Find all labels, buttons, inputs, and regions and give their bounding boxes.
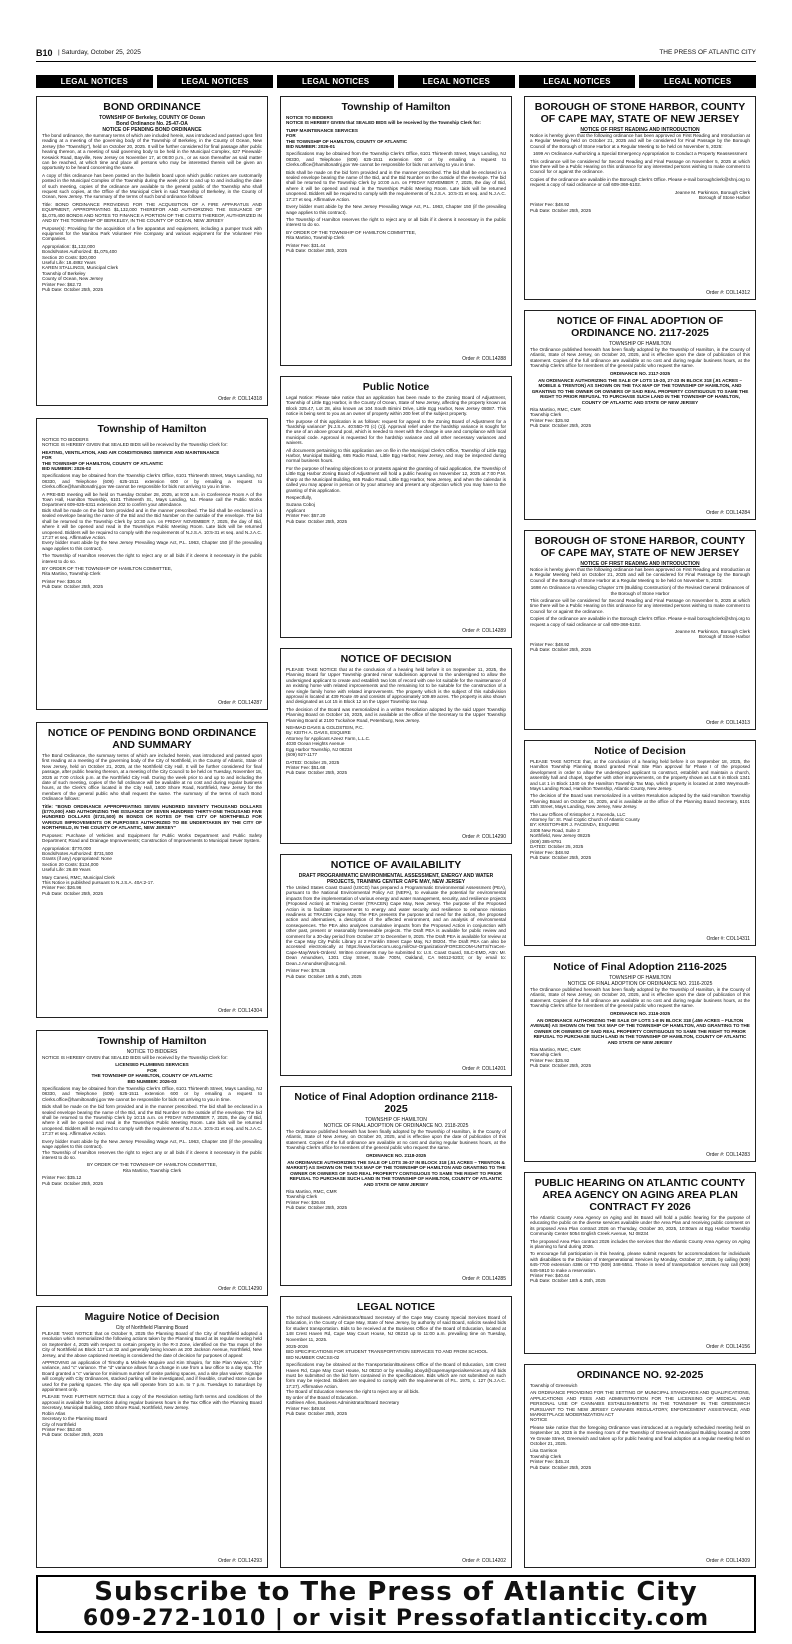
- notice-body: Every bidder must abide by the New Jersey Prevailing Wage Act, P.L. 1963, Chapter 150 (if the prevailing wage applies to this contract). The Township of Hamilton reserves the right to reject any or all bids if it deems it necessary in the public interest to do so.: [42, 1138, 262, 1160]
- order-number: Order #: COL14201: [462, 1066, 506, 1072]
- notice-body: AN ORDINANCE AUTHORIZING THE SALE OF LOTS 36-37 IN BLOCK 318 (.51 ACRES – TRENTON & MARKET) AS SHOWN ON THE TAX MAP OF THE TOWNSHIP OF HAMILTON AND GRANTING TO THE OWNER OR OWNERS OF SAID REAL PROPERTY CONTIGUOUS TO SAME THE RIGHT TO PRIOR REFUSAL TO PURCHASE SUCH LAND IN THE TOWNSHIP OF HAMILTON, COUNTY OF ATLANTIC AND STATE OF NEW JERSEY: [286, 1160, 506, 1187]
- publication-name: THE PRESS OF ATLANTIC CITY: [659, 49, 756, 56]
- notice-body: Printer Fee: $48.92 Pub Date: October 25th, 2025: [530, 641, 592, 653]
- notice-title: Maguire Notice of Decision: [84, 1311, 220, 1323]
- notice-body: Specifications may be obtained from the Township Clerk's Office, 6101 Thirteenth Street, Mays Landing, NJ 08330, and Telephone (609) 625-1511 extension 600 or by emailing a request to Clerks.office@hamiltonatlnj.gov We cannot be responsible for bids not arriving to you in time.: [42, 473, 262, 490]
- notice-body: Printer Fee: $48.92 Pub Date: October 25th, 2025: [530, 202, 592, 213]
- notice-body: Jeanne M. Parkinson, Borough Clerk Borough of Stone Harbor: [674, 189, 750, 201]
- notice-uscg-availability: [280, 854, 512, 1076]
- notice-final-adoption-2118: [280, 1086, 512, 1286]
- notice-body: Every bidder must abide by the New Jersey Prevailing Wage Act, P.L. 1963, Chapter 150 (if the prevailing wage applies to this contract).: [286, 204, 506, 215]
- order-number: Order #: COL14318: [218, 396, 262, 402]
- section-label: LEGAL NOTICES: [639, 75, 756, 88]
- notice-body: Legal Notice: Please take notice that an application has been made to the Zoning Board of Adjustment, Township of Little Egg Harbor, in the County of Ocean, State of New Jersey, affecting the property known as Block 325.47, Lot 28, also known as 104 South Bimini Drive, Little Egg Harbor, New Jersey 08087. This notice is being sent to you as an owner of property within 200 feet of the subject property.: [286, 395, 506, 417]
- notice-title: Township of Hamilton: [97, 423, 207, 435]
- notice-body: The Law Offices of Kristopher J. Facenda, LLC Attorney for: St. Paul Coptic Church of Atlantic County BY: KRISTOPHER J. FACENDA, ESQUIRE 2408 New Road, Suite 2 Northfield, New Jersey 08225 (609) 385-8791 DATED: October 25, 2025 Printer Fee: $48.92 Pub Date: October 25th, 2025: [530, 811, 640, 860]
- masthead: [36, 44, 756, 62]
- notice-subtitle: NOTICE OF PENDING BOND ORDINANCE: [102, 127, 202, 133]
- notice-stone-harbor-1698: [524, 530, 756, 730]
- notice-subtitle: NOTICE OF FINAL ADOPTION OF ORDINANCE NO. 2118-2025: [323, 1123, 469, 1129]
- notice-maguire-decision: [36, 1306, 268, 1568]
- notice-body: NOTICE TO BIDDERS NOTICE IS HEREBY GIVEN that SEALED BIDS will be received by the Township Clerk for:: [286, 115, 481, 126]
- notice-body: Copies of the ordinance are available in the Borough Clerk's Office. Please e-mail boroughclerk@shnj.org to request a copy of said ordinance or call 609-368-5102.: [530, 616, 750, 627]
- order-number: Order #: COL14289: [462, 628, 506, 634]
- notice-subtitle: TOWNSHIP OF HAMILTON: [609, 341, 671, 347]
- order-number: Order #: COL14309: [706, 1558, 750, 1564]
- order-number: Order #: COL14304: [218, 1008, 262, 1014]
- notice-body: Bids shall be made on the bid form provided and in the manner prescribed. The bid shall be enclosed in a sealed envelope bearing the name of the Bid, and the Bid Number on the outside of the envelope. The bid shall be returned to the Township Clerk by 10:00 a.m. on FRIDAY NOVEMBER 7, 2025, the day of Bid, where it will be opened and read in the Townships Public Meeting Room. Late bids will be returned unopened. Bidders will be required to comply with the requirements of N.J.S.A. 10:5-31 et seq. and N.J.A.C. 17:27 et seq. Affirmative Action.: [286, 169, 506, 202]
- notice-body: PLEASE TAKE FURTHER NOTICE that a copy of the Resolution setting forth terms and conditions of the approval is available for inspection during regular business hours in the Tax Office with the Planning Board Secretary, Municipal Building, 1600 Shore Road, Northfield, New Jersey. Robin Atlas Secretary to the Planning Board City of Northfield Printer Fee: $52.60 Pub Date: October 25th, 2025: [42, 1394, 262, 1438]
- order-number: Order #: COL14287: [218, 700, 262, 706]
- notice-body: Please take notice that the foregoing Ordinance was introduced at a regularly scheduled meeting held on September 16, 2025 in the meeting room of the Township of Greenwich Municipal Building located at 1000 Ye Greate Street, Greenwich and taken up for public hearing and final adoption at a regular meeting held on October 21, 2025.: [530, 1424, 750, 1447]
- notice-body: NOTICE IS HEREBY GIVEN that SEALED BIDS will be received by the Township Clerk for:: [42, 1055, 228, 1060]
- notice-body: Specifications may be obtained from the Township Clerk's Office, 6101 Thirteenth Street, Mays Landing, NJ 08330, and Telephone (609) 625-1511 extension 600 or by emailing a request to Clerks.office@hamiltonatlnj.gov We cannot be responsible for bids not arriving to you in time.: [42, 1086, 262, 1102]
- notice-upper-township-decision: [280, 648, 512, 844]
- notice-body: PLEASE TAKE NOTICE that, at the conclusion of a hearing held before it on September 18, 2025, the Hamilton Township Planning Board granted Final Site Plan approval for Phase I of the proposed development in order to allow the undersigned applicant to construct, establish and maintain a church, assembly hall and chapel, together with other improvements, on the property shown as Lot 6 in Block 1341 and Lot 1 in Block 1340 on the Hamilton Township Tax Map, which property is located at 2460 Weymouth-Mays Landing Road, Hamilton Township, Atlantic County, New Jersey.: [530, 759, 750, 792]
- notice-title: BOROUGH OF STONE HARBOR, COUNTY OF CAPE MAY, STATE OF NEW JERSEY: [534, 535, 746, 559]
- notice-body: Appropriation: $1,132,000 Bonds/Notes Authorized: $1,075,400 Section 20 Costs: $20,000 Useful Life: 18.4892 Years KAREN STALLINGS, Municipal Clerk Township of Berkeley County of Ocean, New Jersey Printer Fee: $62.72 Pub Date: October 25th, 2025: [42, 243, 118, 292]
- order-number: Order #: COL14312: [706, 290, 750, 296]
- notice-body: Printer Fee: $35.12 Pub Date: October 25th, 2025: [42, 1175, 104, 1186]
- notice-body: Printer Fee: $78.36 Pub Date: October 18th & 25th, 2025: [286, 968, 362, 979]
- notice-aging-public-hearing: [524, 1172, 756, 1354]
- notice-subtitle: DRAFT PROGRAMMATIC ENVIRONMENTAL ASSESSMENT, ENERGY AND WATER PROJECTS, TRAINING CENTER CAPE MAY, NEW JERSEY: [298, 873, 494, 885]
- subscribe-contact: 609-272-1010 | or visit Pressofatlanticcity.com: [82, 1606, 710, 1631]
- notice-body: ORDINANCE NO. 2117-2025: [609, 370, 671, 376]
- notice-subtitle: Bond Ordinance No. 25-47-OA: [116, 121, 188, 127]
- notice-subtitle: NOTICE OF FINAL ADOPTION OF ORDINANCE NO. 2116-2025: [567, 981, 713, 987]
- notice-title: NOTICE OF DECISION: [340, 653, 452, 665]
- notice-body: Jeanne M. Parkinson, Borough Clerk Borough of Stone Harbor: [674, 629, 750, 640]
- notice-body: The bond ordinance, the summary terms of which are included herein, was introduced and passed upon first reading at a meeting of the governing body of the Township of Berkeley, in the County of Ocean, New Jersey (the "Township"), held on October 20, 2025. It will be further considered for final passage after public hearing thereon, at a meeting of said governing body to be held in the Municipal Complex, 627 Pinewald-Keswick Road, Bayville, New Jersey on November 17, at 06:00 p.m., or as soon thereafter as said matter can be reached, at which time and place all persons who may be interested therein will be given an opportunity to be heard concerning the same.: [42, 133, 262, 171]
- issue-date: | Saturday, October 25, 2025: [58, 49, 141, 56]
- notice-body: The Ordinance published herewith has been finally adopted by the Township of Hamilton, in the County of Atlantic, State of New Jersey, on October 20, 2025, and is effective upon the date of publication of this statement. Copies of the full ordinance are available at no cost and during regular business hours, at the Township Clerk's office for members of the general public who request the same.: [286, 1129, 506, 1151]
- notice-subtitle: NOTICE OF FIRST READING AND INTRODUCTION: [580, 127, 700, 133]
- section-label: LEGAL NOTICES: [519, 75, 636, 88]
- notice-body: BY ORDER OF THE TOWNSHIP OF HAMILTON COMMITTEE, Rita Martino, Township Clerk: [86, 1162, 218, 1173]
- notice-title: PUBLIC HEARING ON ATLANTIC COUNTY AREA AGENCY ON AGING AREA PLAN CONTRACT FY 2026: [534, 1177, 746, 1213]
- notice-body: For the purpose of hearing objections to or protests against the granting of said application, the Township of Little Egg Harbor Zoning Board of Adjustment will hold a public hearing on November 12, 2025 at 7:00 P.M. sharp at the Municipal Building, 665 Radio Road, Little Egg Harbor, New Jersey, and when the calendar is called you may appear in person or by your attorney and present any objection which you may have to the granting of this application.: [286, 465, 506, 493]
- order-number: Order #: COL14311: [706, 936, 750, 942]
- notice-subtitle: NOTICE TO BIDDERS: [126, 1049, 178, 1055]
- notice-body: BY ORDER OF THE TOWNSHIP OF HAMILTON COMMITTEE, Rita Martino, Township Clerk: [286, 229, 417, 241]
- notice-body: HEATING, VENTILATION, AND AIR CONDITIONING SERVICE AND MAINTENANCE FOR THE TOWNSHIP OF HAMILTON, COUNTY OF ATLANTIC BID NUMBER: 2026-02: [42, 449, 220, 472]
- notice-body: Suzana Coboj Applicant Printer Fee: $57.20 Pub Date: October 25th, 2025: [286, 502, 348, 524]
- notice-body: A copy of this ordinance has been posted on the bulletin board upon which public notices are customarily posted in the Municipal Complex of the Township during the week prior to and up to and including the date of such meeting, copies of the ordinance are available to the general public of the Township who shall request such copies, at the Office of the Municipal Clerk in said Township of Berkeley, in the County of Ocean, New Jersey. The summary of the terms of such bond ordinance follows:: [42, 172, 262, 200]
- notice-body: The Ordinance published herewith has been finally adopted by the Township of Hamilton, in the County of Atlantic, State of New Jersey, on October 20, 2025, and is effective upon the date of publication of this statement. Copies of the full ordinance are available at no cost and during regular business hours, at the Township Clerk's office for members of the general public who request the same.: [530, 987, 750, 1009]
- masthead-rule: [36, 61, 756, 62]
- page-number: B10: [36, 48, 53, 58]
- notice-hamilton-hvac-bids: [36, 418, 268, 710]
- section-label: LEGAL NOTICES: [398, 75, 515, 88]
- notice-body: PLEASE TAKE NOTICE that at the conclusion of a hearing held before it on September 11, 2025, the Planning Board for Upper Township granted minor subdivision approval to the undersigned to allow the undersigned applicant to create and establish two lots of record with one lot suitable for the maintenance of an existing home with related improvements and the remaining lot to be suitable for the construction of a new single family home with related improvements. The property which is the subject of this subdivision approval is located at 439 Route 49 and consists of approximately 109.69 acres. The property is also shown and designated as Lot 15 in Block 12 on the Upper Township tax map.: [286, 667, 506, 705]
- notice-body: Specifications may be obtained at the Transportation/Business Office of the Board of Education, 148 Crest Haven Rd, Cape May Court House, NJ 08210 or by emailing aboyd@capemayspecialservices.org All bids must be submitted on the bid form contained in the specifications. Bids which are not submitted on such form may be rejected. Bidders are required to comply with the requirements of P.L. 1975, c. 127 (N.J.A.C. 17:27). Affirmative Action. The Board of Education reserves the right to reject any or all bids. By order of the Board of Education. Kathleen Allen, Business Administrator/Board Secretary Printer Fee: $49.84 Pub Date: October 25th, 2025: [286, 1362, 506, 1416]
- notice-cape-may-transport-bids: [280, 1296, 512, 1568]
- notice-body: The School Business Administrator/Board Secretary of the Cape May County Special Services Board of Education, in the County of Cape May, State of New Jersey, by authority of said Board, solicits sealed bids for student transportation. Bids to be received at the Business Office of the Board of Education, located at 148 Crest Haven Rd, Cape May Court House, NJ 08210 up to 11:00 a.m. prevailing time on Tuesday, November 11, 2025.: [286, 1315, 506, 1342]
- notice-bond-ordinance-berkeley: [36, 96, 268, 406]
- notice-body: Rita Martino, RMC, CMR Township Clerk Printer Fee: $26.84 Pub Date: October 25th, 2025: [286, 1189, 348, 1211]
- order-number: Order #: COL14283: [706, 1152, 750, 1158]
- notice-title: LEGAL NOTICE: [357, 1301, 435, 1313]
- notice-title: Township of Hamilton: [341, 101, 451, 113]
- notice-body: DATED: October 25, 2025 Printer Fee: $51.68 Pub Date: October 25th, 2025: [286, 759, 348, 776]
- notice-subtitle: TOWNSHIP OF HAMILTON: [609, 975, 671, 981]
- notice-greenwich-ordinance-92: [524, 1364, 756, 1568]
- notice-body: Appropriation: $770,000 Bonds/Notes Authorized: $731,500 Grants (if any) Appropriated: None Section 20 Costs: $134,000 Useful Life: 26.69 Years: [42, 845, 113, 873]
- notice-body: Respectfully,: [286, 494, 312, 500]
- notice-body: The decision of the Board was memorialized in a written Resolution adopted by the said Upper Township Planning Board on October 16, 2025, and is available at the office of the Secretary to the Upper Township Planning Board at 2100 Tuckahoe Road, Petersburg, New Jersey.: [286, 706, 506, 723]
- notice-body: The Bond Ordinance, the summary terms of which are included herein, was introduced and passed upon first reading at a meeting of the governing body of the City of Northfield, in the County of Atlantic, State of New Jersey, held on October 21, 2025, at the Northfield City Hall. It will be further considered for final passage, after public hearing thereon, at a meeting of the City Council to be held on Tuesday, November 18, 2025 at 7:00 o'clock p.m. at the Northfield City Hall. During the week prior to and up to and including the date of such meeting, copies of the full ordinance will be available at no cost and during regular business hours, at the Clerk's office located in the City Hall, 1600 Shore Road, Northfield, New Jersey for the members of the general public who shall request the same. The summary of the terms of such Bond Ordinance follows:: [42, 753, 262, 802]
- notice-body: Title: "BOND ORDINANCE APPROPRIATING SEVEN HUNDRED SEVENTY THOUSAND DOLLARS ($770,000) AND AUTHORIZING THE ISSUANCE OF SEVEN HUNDRED THIRTY-ONE THOUSAND FIVE HUNDRED DOLLARS ($731,500) IN BONDS OR NOTES OF THE CITY OF NORTHFIELD FOR VARIOUS IMPROVEMENTS OR PURPOSES AUTHORIZED TO BE UNDERTAKEN BY THE CITY OF NORTHFIELD, IN THE COUNTY OF ATLANTIC, NEW JERSEY": [42, 803, 262, 831]
- notice-subtitle: TOWNSHIP OF Berkeley, COUNTY OF Ocean: [99, 115, 205, 121]
- order-number: Order #: COL14202: [462, 1558, 506, 1564]
- notice-title: ORDINANCE NO. 92-2025: [576, 1369, 704, 1381]
- notice-body: Lisa Garrison Township Clerk Printer Fee: $45.24 Pub Date: October 25th, 2025: [530, 1448, 592, 1470]
- notice-body: Printer Fee: $36.04 Pub Date: October 25th, 2025: [42, 578, 104, 590]
- notice-subtitle: City of Northfield Planning Board: [115, 1325, 189, 1331]
- notice-body: Rita Martino, RMC, CMR Township Clerk Printer Fee: $25.92 Pub Date: October 25th, 2025: [530, 1047, 592, 1069]
- order-number: Order #: COL14285: [462, 1276, 506, 1282]
- notice-body: NOTICE TO BIDDERS NOTICE IS HEREBY GIVEN that SEALED BIDS will be received by the Township Clerk for:: [42, 437, 228, 448]
- order-number: Order #: COL14290: [462, 834, 506, 840]
- notice-body: Copies of the ordinance are available in the Borough Clerk's Office. Please e-mail boroughclerk@shnj.org to request a copy of said ordinance or call 609-368-5102.: [530, 176, 750, 188]
- notice-subtitle: NOTICE OF FIRST READING AND INTRODUCTION: [580, 561, 700, 567]
- subscribe-headline: Subscribe to The Press of Atlantic City: [94, 1577, 698, 1607]
- notice-title: Notice of Final Adoption ordinance 2118-2025: [294, 1091, 498, 1115]
- notice-body: Bids shall be made on the bid form provided and in the manner prescribed. The bid shall be enclosed in a sealed envelope bearing the name of the Bid, and the Bid Number on the outside of the envelope. The bid shall be returned to the Township Clerk by 10:15 a.m. on FRIDAY NOVEMBER 7, 2025, the day of Bid, where it will be opened and read in the Townships Public Meeting Room. Late bids will be returned unopened. Bidders will be required to comply with the requirements of N.J.S.A. 10:5-31 et seq. and N.J.A.C. 17:27 et seq. Affirmative Action.: [42, 1104, 262, 1137]
- notice-body: AN ORDINANCE AUTHORIZING THE SALE OF LOTS 1-8 IN BLOCK 318 (.459 ACRES – FULTON AVENUE) AS SHOWN ON THE TAX MAP OF THE TOWNSHIP OF HAMILTON, AND GRANTING TO THE OWNER OR OWNERS OF SAID REAL PROPERTY CONTIGUOUS TO SAME THE RIGHT TO PRIOR REFUSAL TO PURCHASE SUCH LAND IN THE TOWNSHIP OF HAMILTON, COUNTY OF ATLANTIC AND STATE OF NEW JERSEY: [530, 1018, 750, 1045]
- notice-little-egg-harbor-public: [280, 376, 512, 638]
- notice-body: APPROVING an application of Timothy & Michele Maguire and Kim Shapiro, for Site Plan Waiver, "d(1)" variance, and "c" variance. The "d" variance allows for a change in use from a law office to a day spa. The Board granted a "c" variance for minimum number of onsite parking spaces, and a site plan waiver. Signage will comply with City Ordinances, stacked parking will be investigated, and if feasible, crushed stone can be used for the parking spaces. The day spa will operate from 10 a.m. to 7 p.m. Tuesdays to Saturdays by appointment only.: [42, 1360, 262, 1393]
- notice-body: LICENSED PLUMBING SERVICES FOR THE TOWNSHIP OF HAMILTON, COUNTY OF ATLANTIC BID NUMBER: 2026-03: [91, 1062, 213, 1084]
- notice-title: BOROUGH OF STONE HARBOR, COUNTY OF CAPE MAY, STATE OF NEW JERSEY: [534, 101, 746, 125]
- notice-title: NOTICE OF PENDING BOND ORDINANCE AND SUMMARY: [47, 727, 257, 751]
- order-number: Order #: COL14293: [218, 1558, 262, 1564]
- notice-body: PLEASE TAKE NOTICE that on October 9, 2025 the Planning Board of the City of Northfield adopted a resolution which memorialized the following actions taken by the Planning Board at its regular meeting held on September 4, 2025 with respect to certain property in the R-3 Zone, identified on the Tax maps of the City of Northfield as Block 117 Lot 32 and generally being known as 200 Jackson Avenue, Northfield, New Jersey, and the above captioned meeting is considered the date of decision for purposes of appeal:: [42, 1331, 262, 1358]
- section-label: LEGAL NOTICES: [157, 75, 274, 88]
- notice-body: Specifications may be obtained from the Township Clerk's Office, 6101 Thirteenth Street, Mays Landing, NJ 08330, and Telephone (609) 625-1511 extension 600 or by emailing a request to Clerks.office@hamiltonatlnj.gov We cannot be responsible for bids not arriving to you in time.: [286, 151, 506, 168]
- notice-body: AN ORDINANCE PROVIDING FOR THE SETTING OF MUNICIPAL STANDARDS AND QUALIFICATIONS, APPLICATIONS AND FEES AND ADMINISTRATION FOR THE LICENSING OF MEDICAL AND PERSONAL USE OF CANNABIS ESTABLISHMENTS IN THE TOWNSHIP IN THE GREENWICH PURSUANT TO THE NEW JERSEY CANNABIS REGULATORY, ENFORCEMENT ASSISTANCE, AND MARKETPLACE MODERNIZATION ACT NOTICE: [530, 1390, 750, 1423]
- notice-title: Township of Hamilton: [97, 1035, 207, 1047]
- notice-body: TURF MAINTENANCE SERVICES FOR THE TOWNSHIP OF HAMILTON, COUNTY OF ATLANTIC BID NUMBER: 2026-01: [286, 127, 408, 150]
- notice-body: This ordinance will be considered for Second Reading and Final Passage on November 5, 2025 at which time there will be a Public Hearing on this ordinance for any interested persons wishing to make comment to Council for or against the ordinance.: [530, 158, 750, 175]
- notice-body: Purposes: Purchase of Vehicles and Equipment for Public Works Department and Public Safety Department; Road and Drainage Improvements; Construction of Improvements to Municipal Sewer System.: [42, 832, 262, 844]
- notice-title: NOTICE OF FINAL ADOPTION OF ORDINANCE NO. 2117-2025: [556, 315, 724, 339]
- notice-body: Printer Fee: $31.44 Pub Date: October 25th, 2025: [286, 242, 348, 253]
- notice-body: This ordinance will be considered for Second Reading and Final Passage on November 5, 2025 at which time there will be a Public Hearing on this ordinance for any interested persons wishing to make comment to Council for or against the ordinance.: [530, 598, 750, 614]
- notice-body: The Township of Hamilton reserves the right to reject any or all bids if it deems it necessary in the public interest to do so.: [286, 216, 506, 228]
- notice-body: Title: BOND ORDINANCE PROVIDING FOR THE ACQUISITION OF A FIRE APPARATUS AND EQUIPMENT, APPROPRIATING $1,132,000 THEREFOR AND AUTHORIZING THE ISSUANCE OF $1,075,400 BONDS AND NOTES TO FINANCE A PORTION OF THE COSTS THEREOF, AUTHORIZED IN AND BY THE TOWNSHIP OF BERKELEY, IN THE COUNTY OF OCEAN, NEW JERSEY: [42, 201, 262, 224]
- notice-hamilton-turf-bids: [280, 96, 512, 366]
- notice-body: Notice is hereby given that the following ordinance has been approved on First Reading and Introduction at a Regular Meeting held on October 21, 2025 and will be considered for Final Passage by the Borough Council of the Borough of Stone Harbor at a Regular Meeting to be held on November 5, 2025:: [530, 567, 750, 583]
- notice-title: Notice of Final Adoption 2116-2025: [553, 961, 727, 973]
- notice-body: Notice is hereby given that the following ordinance has been approved on First Reading and Introduction at a Regular Meeting held on October 21, 2025 and will be considered for Final Passage by the Borough Council of the Borough of Stone Harbor at a Regular Meeting to be held on November 5, 2025:: [530, 133, 750, 149]
- subscribe-banner[interactable]: [36, 1575, 756, 1633]
- notice-final-adoption-2117: [524, 310, 756, 520]
- notice-subtitle: TOWNSHIP OF HAMILTON: [365, 1117, 427, 1123]
- notice-body: The Ordinance published herewith has been finally adopted by the Township of Hamilton, in the County of Atlantic, State of New Jersey, on October 20, 2025, and is effective upon the date of publication of this statement. Copies of the full ordinance are available at no cost and during regular business hours, at the Township Clerk's office for members of the general public who request the same.: [530, 347, 750, 369]
- legal-notices-bar: [36, 75, 756, 88]
- notice-body: AN ORDINANCE AUTHORIZING THE SALE OF LOTS 15-20, 27-33 IN BLOCK 318 (.91 ACRES – MOBILE & TRENTON) AS SHOWN ON THE TAX MAP OF THE TOWNSHIP OF HAMILTON, AND GRANTING TO THE OWNER OR OWNERS OF SAID REAL PROPERTY CONTIGUOUS TO SAME THE RIGHT TO PRIOR REFUSAL TO PURCHASE SUCH LAND IN THE TOWNSHIP OF HAMILTON, COUNTY OF ATLANTIC AND STATE OF NEW JERSEY: [531, 378, 749, 405]
- notice-body: The United States Coast Guard (USCG) has prepared a Programmatic Environmental Assessment (PEA), pursuant to the National Environmental Policy Act (NEPA), to evaluate the potential for environmental impacts from the implementation of various energy and water management, security, and resilience projects (Proposed Action) at Training Center (TRACEN) Cape May, New Jersey. The purpose of the Proposed Action is to facilitate improvements to energy and water security and resilience to enhance mission readiness at TRACEN Cape May. The PEA presents the purpose and need for the action, the proposed action and alternatives, a description of the affected environment, and an analysis of environmental consequences. The PEA also analyzes cumulative impacts from the Proposed Action in conjunction with other past, present or reasonably foreseeable projects. The Draft PEA is available for public review and comment for a 30-day period from October 27 to December 9, 2025. The Draft PEA is available for review at the Cape May City Public Library at 2 Franklin Street Cape May, NJ 08204. The Draft PEA can also be accessed electronically at https://www.forcecom.uscg.mil/Our-Organization/FORCECOM-UNITS/TraCen-Cape-May/Work-Orders/. Written comments may be submitted to: U.S. Coast Guard, SILC-EMD, Attn: Mr. Dean Amundsen, 1301 Clay Street, Suite 700N, Oakland, CA 94612-5203; or by email to: Dean.J.Amundsen@uscg.mil.: [286, 885, 506, 966]
- notice-body: The proposed Area Plan contract 2026 includes the services that the Atlantic County Area Agency on Aging is planning to fund during 2026.: [530, 1238, 750, 1250]
- notice-body: NEHMAD DAVIS & GOLDSTEIN, P.C. By: KEITH A. DAVIS, ESQUIRE Attorney for Applicant Azeez Farm, L.L.C. 4030 Ocean Heights Avenue Egg Harbor Township, NJ 08234 (609) 927-1177: [286, 725, 371, 758]
- notice-body: Mary Canesi, RMC, Municipal Clerk This Notice is published pursuant to N.J.S.A. 40A:2-17. Printer Fee: $26.96 Pub Date: October 25th, 2025: [42, 874, 155, 896]
- notice-body: The Township of Hamilton reserves the right to reject any or all bids if it deems it necessary in the public interest to do so.: [42, 553, 262, 564]
- notice-body: 2025-2026 BID SPECIFICATIONS FOR STUDENT TRANSPORTATION SERVICES TO AND FROM SCHOOL BID NUMBER CMCSS-02: [286, 1344, 488, 1360]
- notice-body: ORDINANCE NO. 2116-2025: [609, 1010, 671, 1016]
- notice-body: Purpose(s): Providing for the acquisition of a fire apparatus and equipment, including a pumper truck with equipment for the Manitou Park Volunteer Fire Company and various equipment for the Volunteer Fire Companies.: [42, 225, 262, 242]
- notice-body: 1699 An Ordinance Authorizing a Special Emergency Appropriation to Conduct a Property Reassessment: [533, 151, 747, 157]
- notice-hamilton-planning-decision: [524, 740, 756, 946]
- notice-stone-harbor-1699: [524, 96, 756, 300]
- order-number: Order #: COL14156: [706, 1344, 750, 1350]
- notice-title: Notice of Decision: [594, 745, 686, 757]
- section-label: LEGAL NOTICES: [36, 75, 153, 88]
- notice-body: To encourage full participation in this hearing, please submit requests for accommodations for individuals with disabilities to the Division of Intergenerational Services by Monday, October 27, 2025, by calling (609) 645-7700 extension 4386 or TTD (609) 348-5551. Those in need of transportation services may call (609) 645-5910 to make a reservation. Printer Fee: $40.64 Pub Date: October 18th & 25th, 2025: [530, 1251, 750, 1284]
- notice-title: Public Notice: [362, 381, 430, 393]
- notice-body: Rita Martino, RMC, CMR Township Clerk Printer Fee: $25.92 Pub Date: October 25th, 2025: [530, 407, 592, 429]
- notice-pending-bond-northfield: [36, 722, 268, 1018]
- order-number: Order #: COL14284: [706, 510, 750, 516]
- section-label: LEGAL NOTICES: [277, 75, 394, 88]
- order-number: Order #: COL14290: [218, 1286, 262, 1292]
- notice-body: The decision of the Board was memorialized in a written Resolution adopted by the said Hamilton Township Planning Board on October 16, 2025, and is available at the office of the Planning Board Secretary, 6101 13th Street, Mays Landing, New Jersey, New Jersey.: [530, 793, 750, 810]
- notice-body: Township of Greenwich: [530, 1383, 578, 1388]
- notice-body: The Atlantic County Area Agency on Aging and its Board will hold a public hearing for the purpose of educating the public on the diverse services available under the Area Plan and receiving public comment on its proposed Area Plan contract 2026 on Thursday, October 30, 2025, 10:00am at Egg Harbor Township Community Center 5054 English Creek Avenue, NJ 08234: [530, 1215, 750, 1237]
- notice-body: A PRE-BID meeting will be held on Tuesday October 28, 2025, at 9:00 a.m. in Conference Room A of the Town Hall, Hamilton Township, 6101 Thirteenth St., Mays Landing, NJ. Please call the Public Works Department 609-625-6311 extension 202 to confirm your attendance. Bids shall be made on the bid form provided and in the manner prescribed. The bid shall be enclosed in a sealed envelope bearing the name of the Bid and the Bid Number on the outside of the envelope. The bid shall be returned to the Township Clerk by 10:30 a.m. on FRIDAY NOVEMBER 7, 2025, the day of Bid, where it will be opened and read in the Townships Public Meeting Room. Late bids will be returned unopened. Bidders will be required to comply with the requirements of N.J.S.A. 10:5-31 et seq. and N.J.A.C. 17:27 et seq. Affirmative Action. Every bidder must abide by the New Jersey Prevailing Wage Act, P.L. 1963, Chapter 150 (if the prevailing wage applies to this contract).: [42, 491, 262, 551]
- notice-hamilton-plumbing-bids: [36, 1030, 268, 1296]
- notice-title: BOND ORDINANCE: [103, 101, 201, 113]
- notice-body: 1698 An Ordinance to Amending Chapter 178 (Building Construction) of the Revised General Ordinances of the Borough of Stone Harbor: [530, 585, 750, 596]
- notice-final-adoption-2116: [524, 956, 756, 1162]
- order-number: Order #: COL14288: [462, 356, 506, 362]
- notice-body: ORDINANCE NO. 2118-2025: [365, 1152, 427, 1158]
- notice-title: NOTICE OF AVAILABILITY: [330, 859, 462, 871]
- order-number: Order #: COL14313: [706, 720, 750, 726]
- notice-body: All documents pertaining to this application are on file in the Municipal Clerk's Office, Township of Little Egg Harbor, Municipal Building, 665 Radio Road, Little Egg Harbor, New Jersey, and may be inspected during normal business hours.: [286, 447, 506, 464]
- notice-body: The purpose of this application is as follows: request for appeal to the Zoning Board of Adjustment for a "hardship variance" [N.J.S.A. 40:55D-70 (c) (1)]. Approval relief under the hardship variance is sought for the use of an above ground pool, which is needed to meet with the change in use and compliance with local municipal code. Approval is requested for the hardship variance and all other necessary variances and waivers.: [286, 418, 506, 446]
- notice-body: BY ORDER OF THE TOWNSHIP OF HAMILTON COMMITTEE, Rita Martino, Township Clerk: [42, 565, 173, 577]
